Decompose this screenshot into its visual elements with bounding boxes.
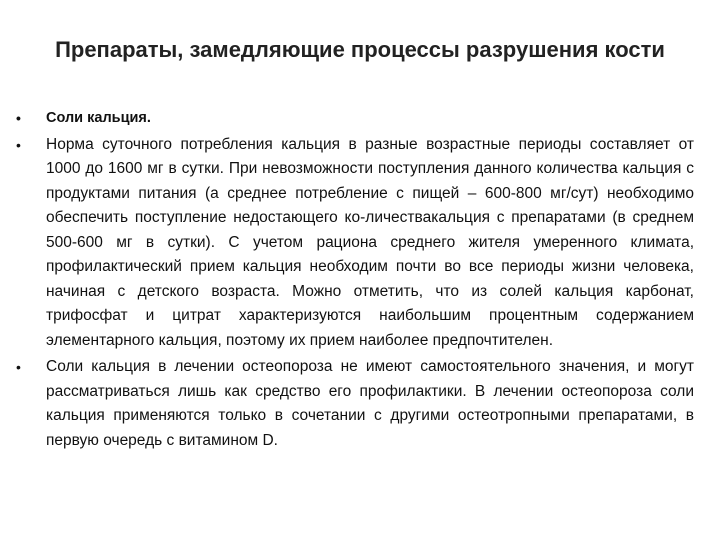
list-item [14, 355, 694, 453]
bullet-dot-icon: • [16, 359, 21, 375]
slide-title: Препараты, замедляющие процессы разрушения кости [55, 37, 665, 62]
bullet-text: Норма суточного потребления кальция в разные возрастные периоды составляет от 1000 до 1600 мг в сутки. При невозможности поступления данного количества кальция с продуктами питания (а среднее потребление с пищей – 600-800 мг/сут) необходимо обеспечить поступление недостающего ко-личествакальция с препаратами (в среднем 500-600 мг в сутки). С учетом рациона среднего жителя умеренного климата, профилактический прием кальция необходим почти во все периоды жизни человека, начиная с детского возраста. Можно отметить, что из солей кальция карбонат, трифосфат и цитрат характеризуются наибольшим процентным содержанием элементарного кальция, поэтому их прием наиболее предпочтителен. [46, 135, 694, 349]
list-item [14, 133, 694, 354]
bullet-dot-icon: • [16, 136, 21, 153]
list-item [14, 106, 694, 131]
bullet-list [14, 106, 694, 455]
bullet-dot-icon: • [16, 110, 21, 126]
bullet-text: Соли кальция в лечении остеопороза не имеют самостоятельного значения, и могут рассматриваться лишь как средство его профилактики. В лечении остеопороза соли кальция применяются только в сочетании с другими остеотропными препаратами, в первую очередь с витамином D. [46, 358, 694, 449]
bullet-text: Соли кальция. [46, 110, 151, 126]
